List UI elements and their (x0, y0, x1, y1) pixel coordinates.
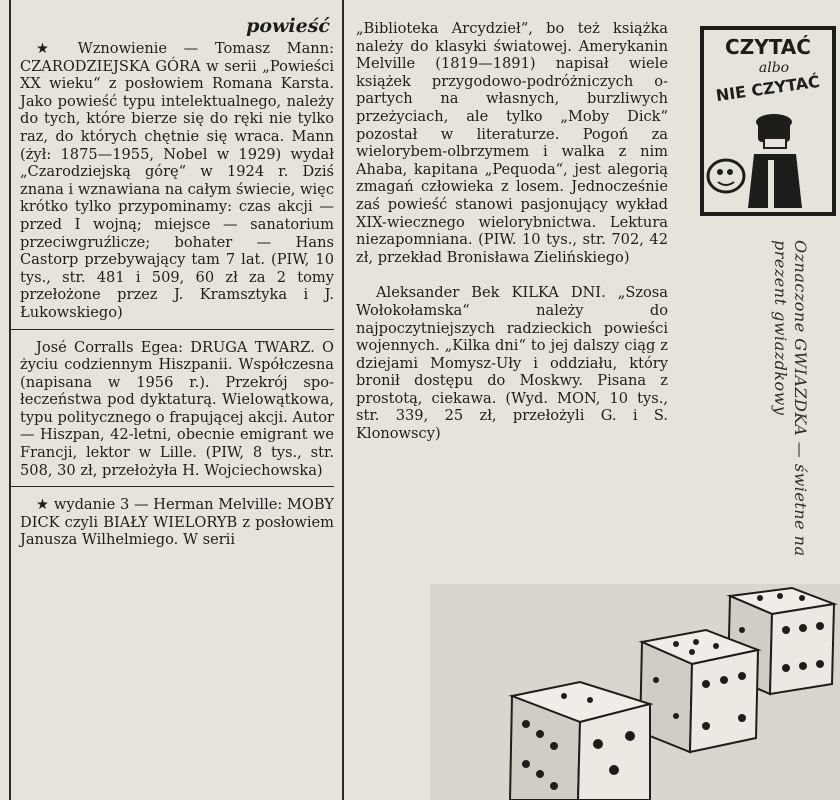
review-mann: ★ Wznowienie — Tomasz Mann: CZARODZIEJSKA GÓRA w serii „Powieści XX wieku“ z posłowiem Romana Karsta. Jako powieść typu intelektualnego, należy do tych, które bierze się do ręki nie tylko raz, do których chętnie się wraca. Mann (żył: 1875—1955, Nobel w 1929) wydał „Czarodziejską górę“ w 1924 r. Dziś znana i wznawiana na całym świecie, więc krótko tylko przypominamy: czas akcji — przed I wojną; miejsce — sanatorium przeciwgruźlicze; bohater — Hans Castorp przebywający tam 7 lat. (PIW, 10 tys., str. 481 i 509, 60 zł za 2 tomy przełożone przez J. Kramsztyka i J. Łukowskiego) (20, 40, 334, 321)
column-middle (356, 20, 668, 443)
review-melville-start: ★ wydanie 3 — Herman Melville: MOBY DICK czyli BIAŁY WIELORYB z posłowiem Janusza Wilhelmiego. W serii (20, 496, 334, 549)
separator (10, 329, 334, 330)
logo-line3: NIE CZYTAĆ (714, 71, 821, 106)
left-border-rule (9, 0, 11, 800)
separator (10, 486, 334, 487)
column-divider (342, 0, 344, 800)
review-bek: Aleksander Bek KILKA DNI. „Szosa Wołokołamska“ należy do najpoczytniejszych radzieckich powieści wojennych. „Kilka dni“ to jej dalszy ciąg z dziejami Momysz-Uły i oddziału, który bronił dostępu do Moskwy. Pisana z prostotą, ciekawa. (Wyd. MON, 10 tys., str. 339, 25 zł, przełożyli G. i S. Klonowscy) (356, 284, 668, 443)
gift-note: Oznaczone GWIAZDKA — świetne na prezent gwiazdkowy (771, 240, 810, 557)
section-title: powieść (246, 15, 330, 37)
logo-line1: CZYTAĆ (725, 35, 811, 59)
dice-illustration (430, 584, 840, 800)
review-melville-cont: „Biblioteka Arcydzieł“, bo też książka należy do klasyki światowej. Amerykanin Melville (1819—1891) napisał wiele książek przygodowo-podróżniczych opartych na własnych, burzliwych przeżyciach, ale tylko „Moby Dick“ pozostał w literaturze. Pogoń za wielorybem-olbrzymem i walka z nim Ahaba, kapitana „Pequoda“, jest alegorią zmagań człowieka z losem. Jednocześnie zaś powieść stanowi pasjonujący wykład XIX-wiecznego wielorybnictwa. Lektura niezapomniana. (PIW. 10 tys., str. 702, 42 zł, przekład Bronisława Zielińskiego) (356, 20, 668, 266)
die-1 (510, 682, 650, 800)
logo-line2: albo (758, 60, 790, 76)
reader-with-book-icon (700, 26, 836, 216)
die-2 (640, 630, 758, 752)
column-left (20, 14, 334, 549)
review-corralls: José Corralls Egea: DRUGA TWARZ. O życiu codziennym Hiszpanii. Współczesna (napisana w 1956 r.). Przekrój społeczeństwa pod dyktaturą. Wielowątkowa, typu politycznego o frapującej akcji. Autor — Hiszpan, 42-letni, obecnie emigrant we Francji, lektor w Lille. (PIW, 8 tys., str. 508, 30 zł, przełożyła H. Wojciechowska) (20, 338, 334, 479)
